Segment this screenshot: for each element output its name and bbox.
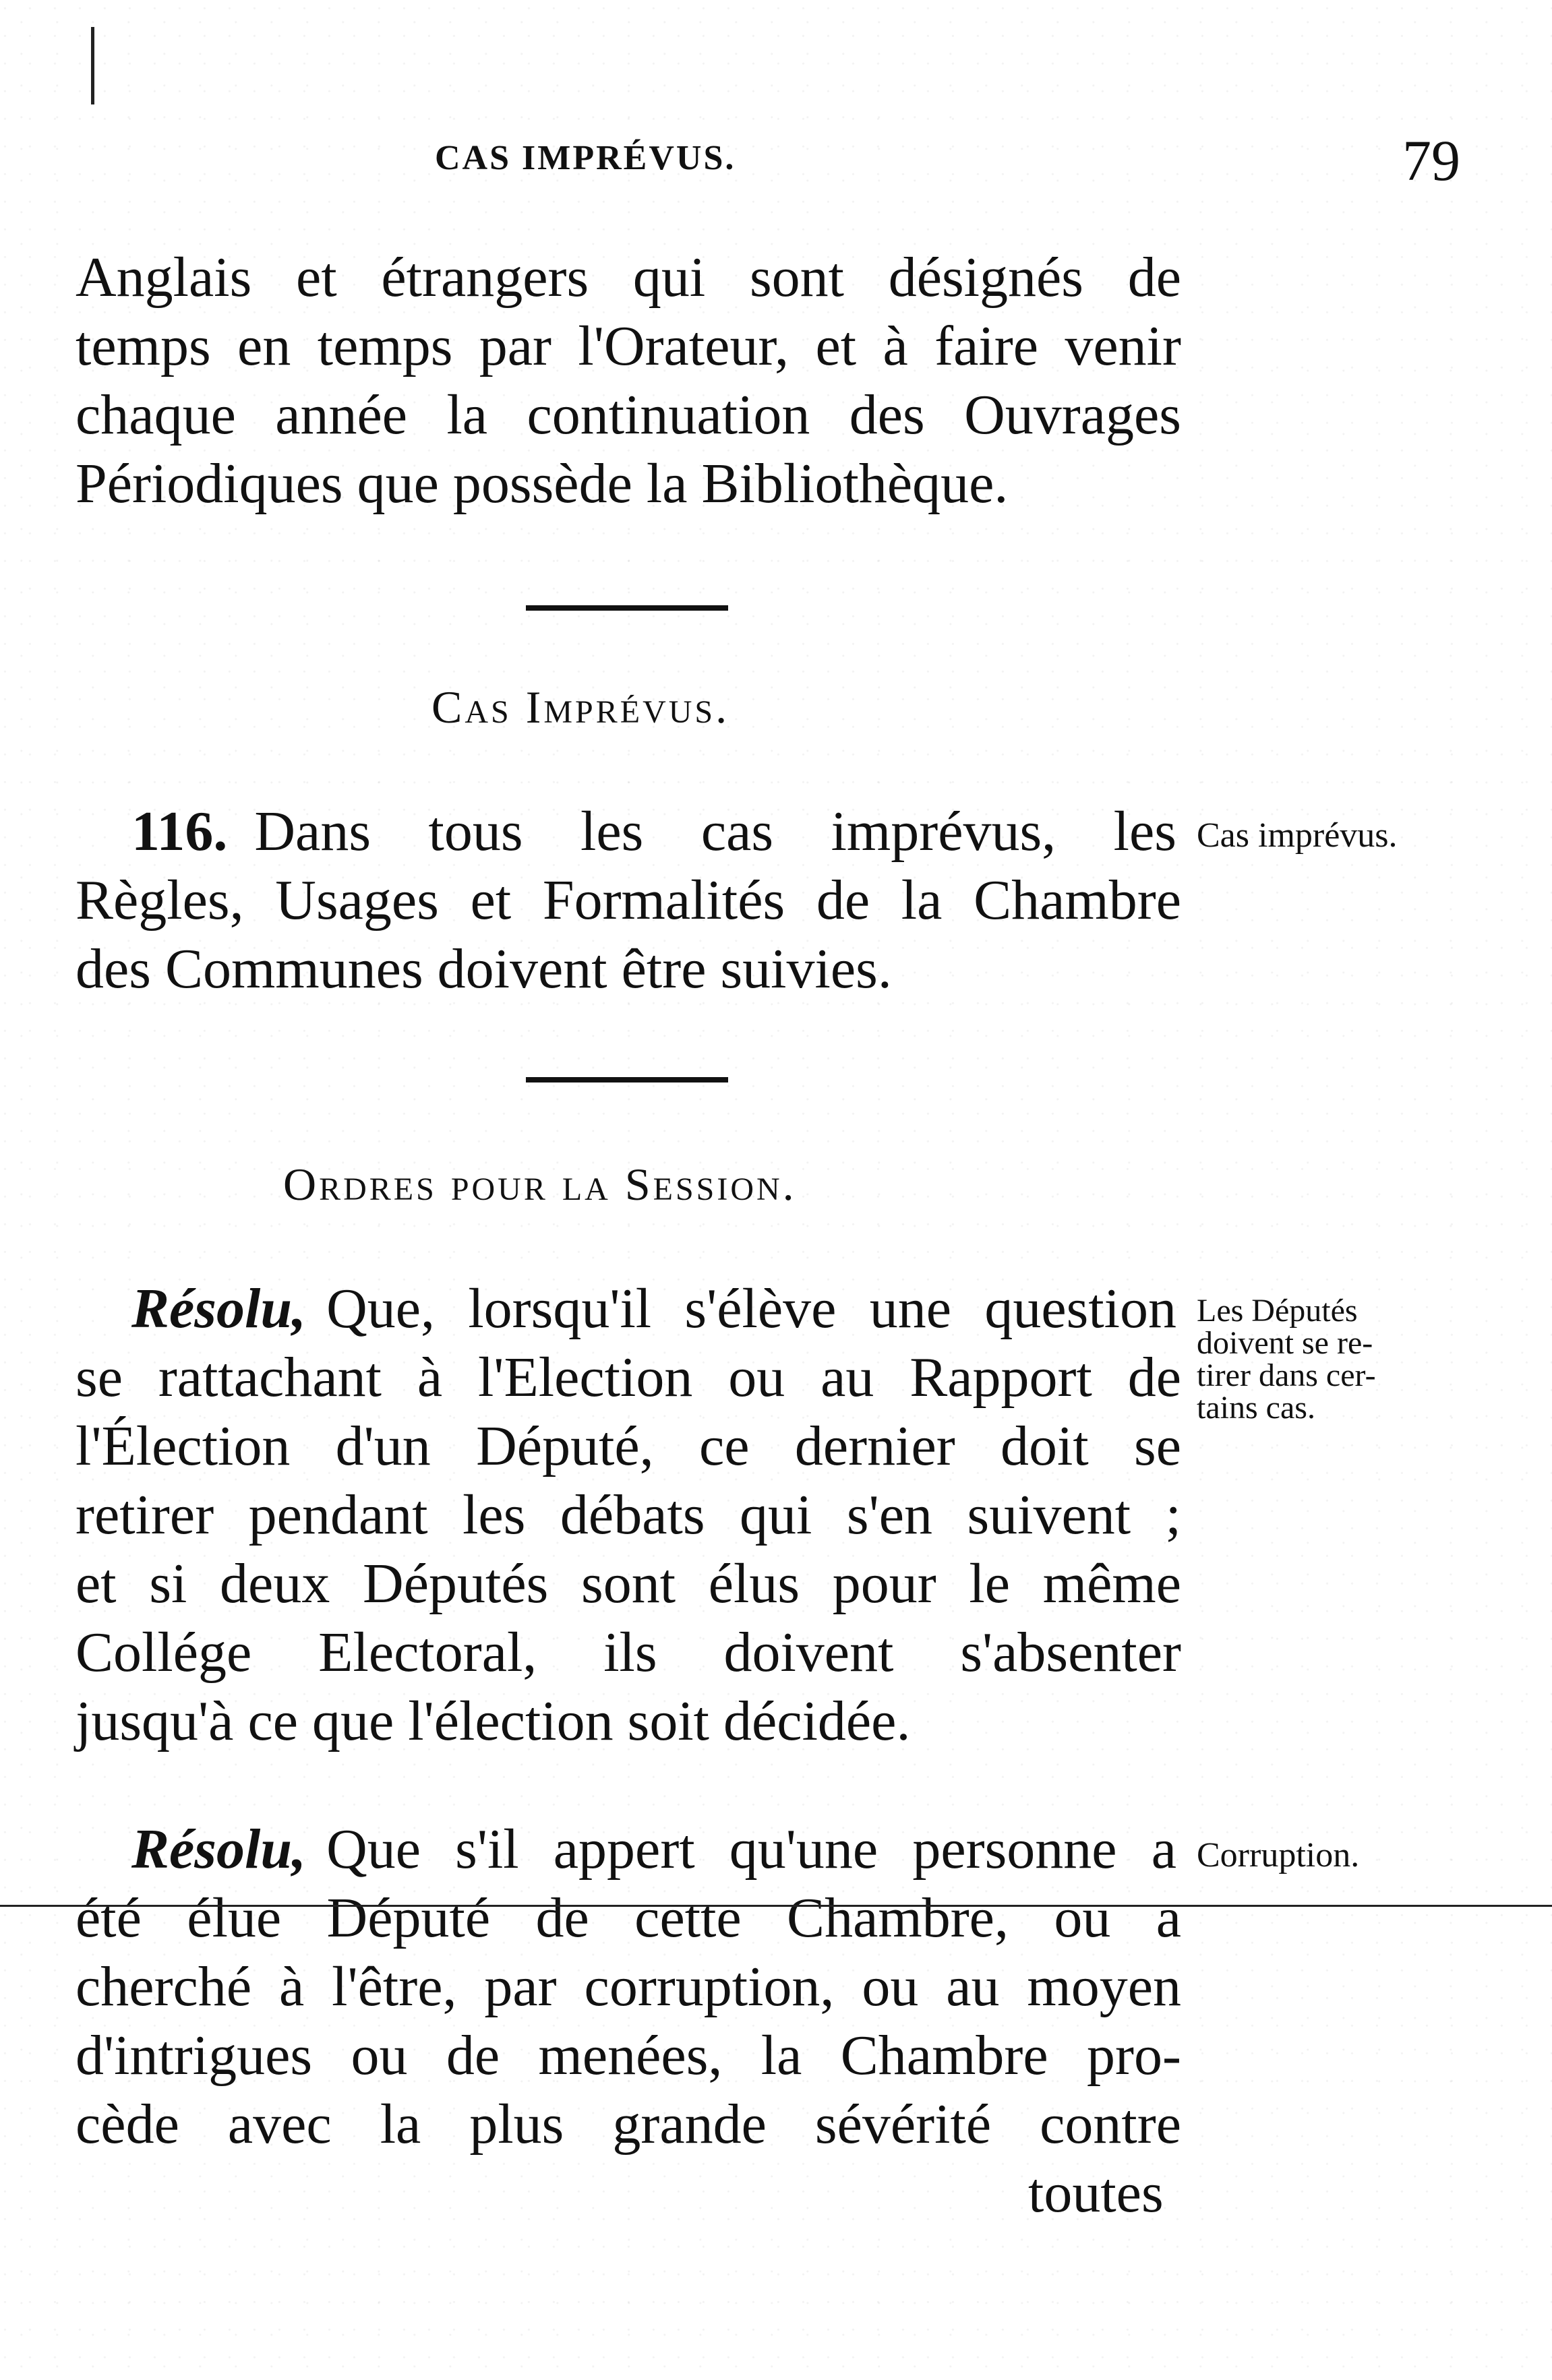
text-line: chaque année la continuation des Ouvrages [76,384,1181,446]
resolution-lead: Résolu, [131,1277,307,1340]
margin-note-line: tirer dans cer- [1197,1357,1376,1393]
text-line: se rattachant à l'Election ou au Rapport de [76,1346,1181,1409]
section-title-ordres-session: Ordres pour la Session. [283,1159,797,1210]
resolution-first-line: Que, lorsqu'il s'élève une question [326,1277,1176,1340]
catchword: toutes [1028,2162,1164,2224]
margin-note-line: tains cas. [1197,1390,1315,1426]
text-line [131,797,1176,867]
text-line: des Communes doivent être suivies. [76,938,892,1000]
text-line [131,1814,1176,1885]
text-line: Anglais et étrangers qui sont désignés de [76,246,1181,309]
running-title: CAS IMPRÉVUS. [435,139,736,177]
section-title-cas-imprevus: Cas Imprévus. [431,681,730,733]
text-line: l'Élection d'un Député, ce dernier doit se [76,1415,1181,1477]
text-line: jusqu'à ce que l'élection soit décidée. [76,1690,911,1752]
resolution-first-line: Que s'il appert qu'une personne a [326,1818,1176,1881]
section-divider [526,1077,728,1082]
article-first-line: Dans tous les cas imprévus, les [254,800,1176,863]
margin-note-corruption: Corruption. [1197,1836,1360,1874]
margin-note-line: Les Députés [1197,1293,1358,1329]
text-line: cherché à l'être, par corruption, ou au moyen [76,1955,1181,2018]
text-line: d'intrigues ou de menées, la Chambre pro- [76,2024,1181,2087]
page-number: 79 [1402,128,1460,193]
text-line: été élue Député de cette Chambre, ou a [76,1887,1181,1949]
text-line: et si deux Députés sont élus pour le même [76,1552,1181,1615]
text-line: Règles, Usages et Formalités de la Chambre [76,869,1181,932]
section-divider [526,605,728,611]
text-line: retirer pendant les débats qui s'en suivent ; [76,1484,1181,1546]
text-line: Collége Electoral, ils doivent s'absenter [76,1621,1181,1684]
text-line: cède avec la plus grande sévérité contre [76,2093,1181,2156]
text-line: temps en temps par l'Orateur, et à faire venir [76,315,1181,377]
margin-mark [91,27,94,104]
margin-note-cas-imprevus: Cas imprévus. [1197,816,1398,855]
margin-note-line: doivent se re- [1197,1325,1373,1361]
paper-fold-line [0,1905,1552,1907]
resolution-lead: Résolu, [131,1818,307,1881]
text-line [131,1274,1176,1344]
text-line: Périodiques que possède la Bibliothèque. [76,452,1009,515]
article-number: 116. [131,800,228,863]
